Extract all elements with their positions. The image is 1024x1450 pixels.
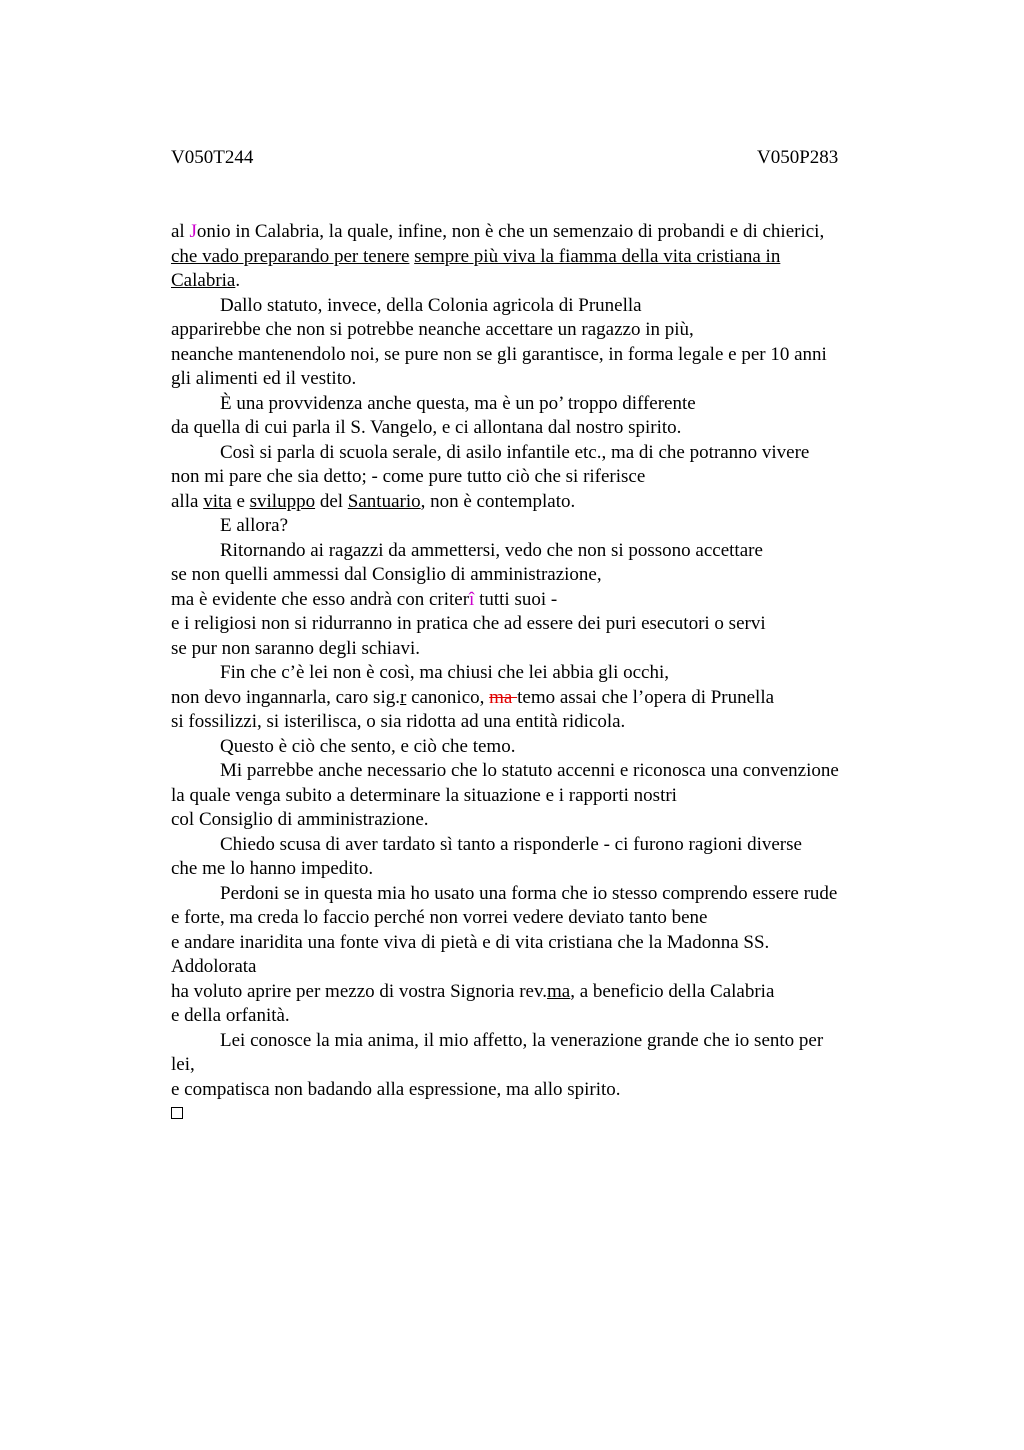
text-span: canonico, <box>406 686 490 708</box>
underlined-text: r <box>399 686 407 708</box>
text-line: non mi pare che sia detto; - come pure tutto ciò che si riferisce <box>171 466 646 487</box>
text-line: che me lo hanno impedito. <box>171 858 374 879</box>
text-span: temo assai che l’opera di Prunella <box>517 686 775 708</box>
text-span: , a beneficio della Calabria <box>570 980 775 1002</box>
text-line: la quale venga subito a determinare la situazione e i rapporti nostri <box>171 784 677 806</box>
end-of-text-marker <box>171 1102 896 1127</box>
text-line: È una provvidenza anche questa, ma è un po’ troppo differente <box>220 392 696 414</box>
text-line: e i religiosi non si ridurranno in pratica che ad essere dei puri esecutori o servi <box>171 613 766 634</box>
underlined-text: Calabria <box>171 270 236 291</box>
text-line: Così si parla di scuola serale, di asilo infantile etc., ma di che potranno vivere <box>220 441 810 463</box>
text-line <box>171 220 896 245</box>
underlined-text: ma <box>547 980 571 1002</box>
underlined-text: che vado preparando per tenere <box>171 245 410 267</box>
text-span: tutti suoi - <box>474 588 558 610</box>
text-line: Dallo statuto, invece, della Colonia agricola di Prunella <box>220 294 642 316</box>
text-span: del <box>315 490 348 512</box>
text-line: Questo è ciò che sento, e ciò che temo. <box>220 735 516 757</box>
text-span: non devo ingannarla, caro sig. <box>171 686 400 708</box>
text-line: e forte, ma creda lo faccio perché non vorrei vedere deviato tanto bene <box>171 907 708 928</box>
highlighted-letter: J <box>189 221 197 242</box>
text-line <box>171 588 896 613</box>
underlined-text: sviluppo <box>249 490 316 512</box>
underlined-text: vita <box>203 490 232 512</box>
header-volume-code: V050T244 <box>171 147 254 168</box>
text-span: alla <box>171 490 204 512</box>
highlighted-letter: î <box>469 588 475 610</box>
text-line <box>171 490 896 515</box>
text-line: Lei conosce la mia anima, il mio affetto, la venerazione grande che io sento per <box>220 1029 824 1051</box>
header-page-code: V050P283 <box>757 147 839 168</box>
text-line <box>171 245 896 270</box>
text-span: al <box>171 221 190 242</box>
letter-body <box>171 220 896 1127</box>
underlined-text: sempre più viva la fiamma della vita cristiana in <box>414 245 781 267</box>
text-span: e <box>231 490 250 512</box>
text-line: col Consiglio di amministrazione. <box>171 809 429 830</box>
text-line: Perdoni se in questa mia ho usato una forma che io stesso comprendo essere rude <box>220 882 838 904</box>
text-span: ma è evidente che esso andrà con criter <box>171 588 470 610</box>
text-span: ha voluto aprire per mezzo di vostra Signoria rev. <box>171 980 548 1002</box>
text-line: neanche mantenendolo noi, se pure non se gli garantisce, in forma legale e per 10 anni <box>171 343 827 365</box>
text-line: lei, <box>171 1054 195 1075</box>
text-line: E allora? <box>220 515 289 536</box>
text-line: Fin che c’è lei non è così, ma chiusi che lei abbia gli occhi, <box>220 662 669 683</box>
deleted-text: ma <box>489 686 518 708</box>
text-line: gli alimenti ed il vestito. <box>171 368 357 389</box>
square-icon <box>171 1107 183 1119</box>
text-line: se pur non saranno degli schiavi. <box>171 637 421 659</box>
text-line <box>171 269 896 294</box>
text-line: se non quelli ammessi dal Consiglio di amministrazione, <box>171 564 602 585</box>
text-line: e compatisca non badando alla espressione, ma allo spirito. <box>171 1078 621 1100</box>
text-line: da quella di cui parla il S. Vangelo, e ci allontana dal nostro spirito. <box>171 417 682 438</box>
text-line: e andare inaridita una fonte viva di pietà e di vita cristiana che la Madonna SS. <box>171 931 770 953</box>
text-span: . <box>235 270 241 291</box>
text-line: Mi parrebbe anche necessario che lo statuto accenni e riconosca una convenzione <box>220 760 839 781</box>
text-line <box>171 980 896 1005</box>
text-span: , non è contemplato. <box>420 490 576 512</box>
text-span: onio in Calabria, la quale, infine, non è che un semenzaio di probandi e di chierici, <box>196 221 825 242</box>
underlined-text: Santuario <box>347 490 421 512</box>
text-line: Ritornando ai ragazzi da ammettersi, vedo che non si possono accettare <box>220 539 763 561</box>
text-line <box>171 686 896 711</box>
text-line: e della orfanità. <box>171 1005 290 1026</box>
text-line: Chiedo scusa di aver tardato sì tanto a risponderle - ci furono ragioni diverse <box>220 833 802 855</box>
text-line: si fossilizzi, si isterilisca, o sia ridotta ad una entità ridicola. <box>171 711 626 732</box>
text-line: Addolorata <box>171 956 257 977</box>
text-line: apparirebbe che non si potrebbe neanche accettare un ragazzo in più, <box>171 319 694 340</box>
